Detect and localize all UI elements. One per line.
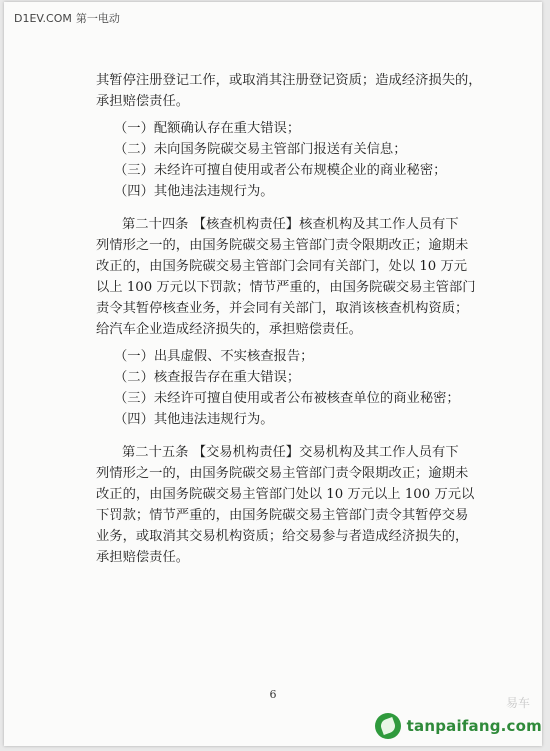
document-page (4, 2, 542, 746)
site-name: 第一电动 (75, 12, 120, 25)
article-25-line: 下罚款；情节严重的，由国务院碳交易主管部门责令其暂停交易 (96, 508, 469, 523)
article-25-line: 改正的，由国务院碳交易主管部门处以 10 万元以上 100 万元以 (96, 487, 475, 502)
article-24-line: 列情形之一的，由国务院碳交易主管部门责令限期改正；逾期未 (96, 238, 469, 253)
leaf-icon (375, 713, 401, 739)
list-item: （二）核查报告存在重大错误； (114, 370, 301, 385)
list-item: （一）出具虚假、不实核查报告； (114, 349, 314, 364)
page-number: 6 (269, 688, 277, 701)
article-25-heading: 第二十五条 【交易机构责任】交易机构及其工作人员有下 (122, 445, 459, 460)
article-25-line: 业务，或取消其交易机构资质；给交易参与者造成经济损失的， (96, 529, 469, 544)
article-25-line: 承担赔偿责任。 (96, 550, 190, 565)
body-line: 其暂停注册登记工作，或取消其注册登记资质；造成经济损失的， (96, 73, 482, 88)
list-item: （一）配额确认存在重大错误； (114, 121, 301, 136)
article-24-line: 改正的，由国务院碳交易主管部门会同有关部门，处以 10 万元 (96, 259, 468, 274)
article-24-heading: 第二十四条 【核查机构责任】核查机构及其工作人员有下 (122, 217, 459, 232)
body-line: 承担赔偿责任。 (96, 94, 190, 109)
site-header (14, 10, 120, 26)
list-item: （四）其他违法违规行为。 (114, 412, 274, 427)
list-item: （三）未经许可擅自使用或者公布规模企业的商业秘密； (114, 163, 447, 178)
watermark-text: tanpaifang.com (406, 717, 542, 735)
list-item: （二）未向国务院碳交易主管部门报送有关信息； (114, 142, 407, 157)
site-watermark (375, 713, 542, 739)
document-body (96, 70, 486, 568)
list-item: （四）其他违法违规行为。 (114, 184, 274, 199)
article-24-line: 以上 100 万元以下罚款；情节严重的，由国务院碳交易主管部门 (96, 280, 476, 295)
article-24-line: 给汽车企业造成经济损失的，承担赔偿责任。 (96, 322, 362, 337)
faint-watermark: 易车 (505, 696, 530, 710)
list-item: （三）未经许可擅自使用或者公布被核查单位的商业秘密； (114, 391, 460, 406)
site-domain: D1EV.COM (14, 12, 72, 25)
article-25-line: 列情形之一的，由国务院碳交易主管部门责令限期改正；逾期未 (96, 466, 469, 481)
article-24-line: 责令其暂停核查业务，并会同有关部门，取消该核查机构资质； (96, 301, 469, 316)
